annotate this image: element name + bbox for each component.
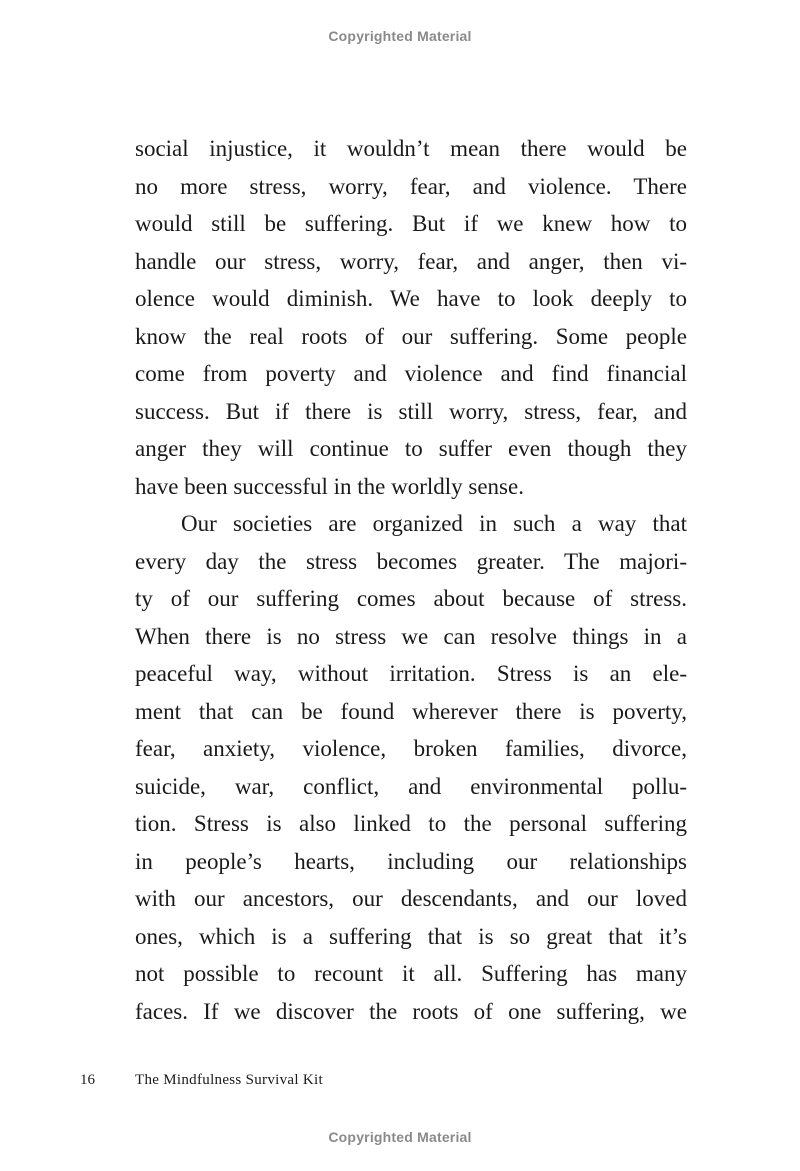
text-line: social injustice, it wouldn’t mean there would be [135, 136, 687, 161]
paragraph-2 [135, 505, 687, 1030]
running-title: The Mindfulness Survival Kit [135, 1072, 323, 1088]
text-line: When there is no stress we can resolve things in a [135, 623, 687, 649]
copyright-watermark-top: Copyrighted Material [328, 28, 472, 44]
page-body-text [135, 130, 687, 1030]
copyright-watermark-bottom: Copyrighted Material [328, 1129, 472, 1145]
text-line: come from poverty and violence and find financial [135, 361, 687, 386]
text-line: handle our stress, worry, fear, and anger, then vi- [135, 248, 687, 274]
page-number: 16 [80, 1072, 95, 1088]
text-line: ty of our suffering comes about because of stress. [135, 586, 687, 611]
text-line: suicide, war, conflict, and environmental pollu- [135, 773, 687, 799]
text-line: Our societies are organized in such a way that [181, 511, 687, 536]
text-line: know the real roots of our suffering. Some people [135, 323, 687, 349]
text-line: in people’s hearts, including our relationships [135, 848, 687, 874]
text-line: with our ancestors, our descendants, and our loved [135, 886, 687, 911]
text-line: anger they will continue to suffer even though they [135, 436, 687, 461]
text-line: not possible to recount it all. Suffering has many [135, 961, 687, 986]
text-line: olence would diminish. We have to look deeply to [135, 286, 687, 311]
text-line: ment that can be found wherever there is poverty, [135, 698, 687, 724]
text-line: peaceful way, without irritation. Stress is an ele- [135, 661, 687, 686]
text-line: success. But if there is still worry, stress, fear, and [135, 398, 687, 424]
text-line: every day the stress becomes greater. The majori- [135, 548, 687, 574]
text-line: faces. If we discover the roots of one suffering, we [135, 998, 687, 1024]
text-line: fear, anxiety, violence, broken families, divorce, [135, 736, 687, 761]
text-line: have been successful in the worldly sense. [135, 473, 524, 499]
text-line: no more stress, worry, fear, and violence. There [135, 173, 687, 199]
text-line: would still be suffering. But if we knew how to [135, 211, 687, 236]
text-line: tion. Stress is also linked to the personal suffering [135, 811, 687, 836]
text-line: ones, which is a suffering that is so great that it’s [135, 923, 687, 949]
paragraph-1 [135, 130, 687, 505]
